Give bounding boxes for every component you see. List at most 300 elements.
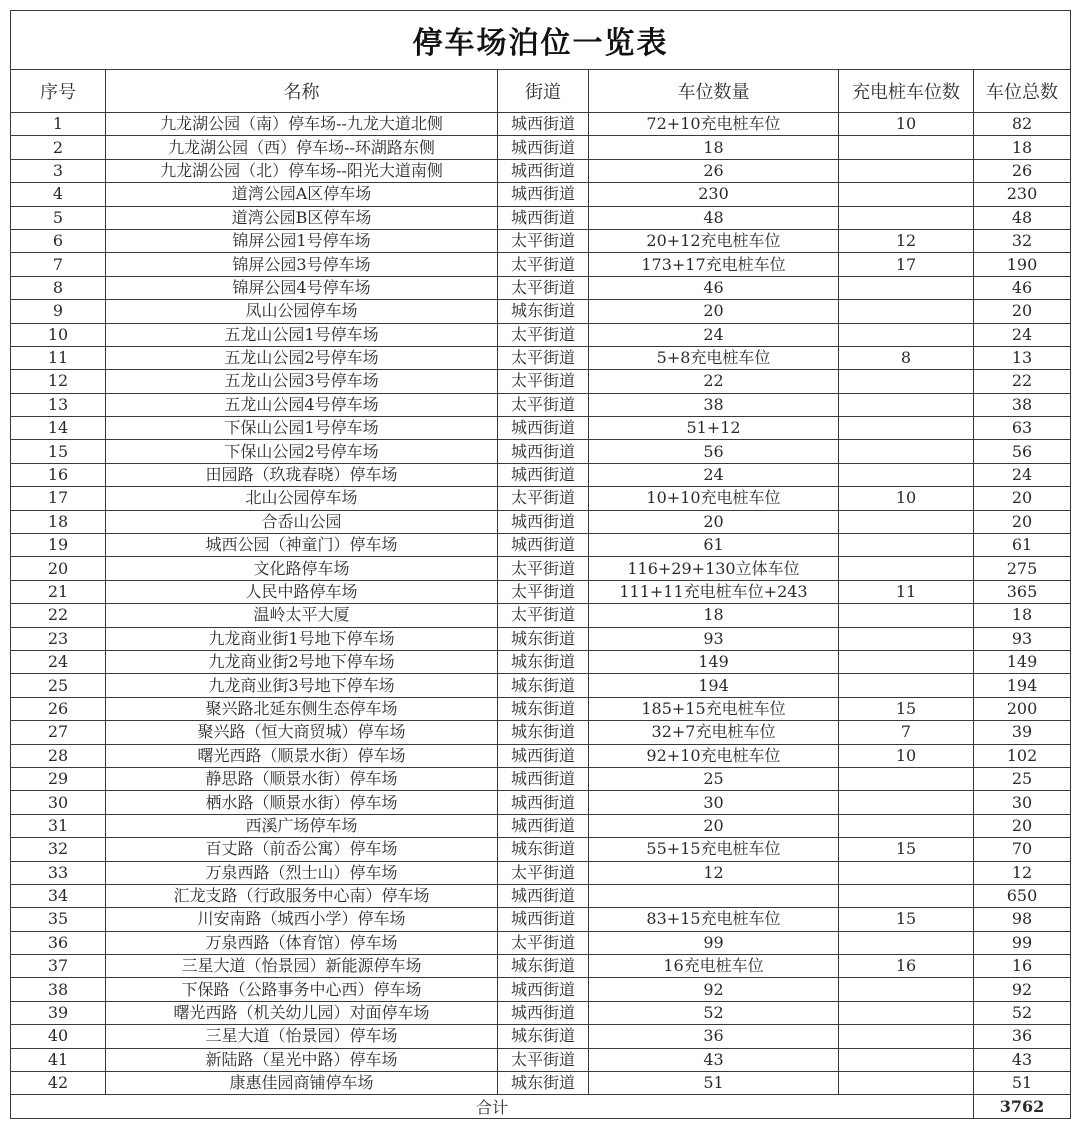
cell-street: 太平街道 (498, 323, 589, 346)
cell-charging-spaces (839, 1072, 974, 1095)
cell-name: 百丈路（前岙公寓）停车场 (106, 838, 498, 861)
cell-name: 康惠佳园商铺停车场 (106, 1072, 498, 1095)
cell-total-spaces: 20 (974, 487, 1071, 510)
cell-spaces: 185+15充电桩车位 (589, 697, 839, 720)
cell-spaces: 25 (589, 767, 839, 790)
cell-total-spaces: 30 (974, 791, 1071, 814)
table-row (11, 183, 1071, 206)
cell-street: 太平街道 (498, 1048, 589, 1071)
cell-street: 城西街道 (498, 814, 589, 837)
cell-total-spaces: 230 (974, 183, 1071, 206)
cell-name: 下保山公园2号停车场 (106, 440, 498, 463)
table-row (11, 113, 1071, 136)
cell-index: 21 (11, 580, 106, 603)
cell-charging-spaces: 10 (839, 744, 974, 767)
cell-name: 曙光西路（机关幼儿园）对面停车场 (106, 1001, 498, 1024)
total-value: 3762 (974, 1095, 1071, 1119)
cell-spaces: 5+8充电桩车位 (589, 346, 839, 369)
cell-index: 23 (11, 627, 106, 650)
cell-index: 5 (11, 206, 106, 229)
cell-index: 33 (11, 861, 106, 884)
table-row (11, 838, 1071, 861)
cell-spaces: 38 (589, 393, 839, 416)
cell-total-spaces: 13 (974, 346, 1071, 369)
table-row (11, 136, 1071, 159)
cell-charging-spaces: 16 (839, 955, 974, 978)
cell-spaces: 22 (589, 370, 839, 393)
cell-index: 41 (11, 1048, 106, 1071)
cell-index: 34 (11, 884, 106, 907)
cell-street: 太平街道 (498, 229, 589, 252)
table-row (11, 229, 1071, 252)
cell-charging-spaces (839, 884, 974, 907)
cell-spaces: 36 (589, 1025, 839, 1048)
cell-name: 九龙商业街2号地下停车场 (106, 650, 498, 673)
cell-street: 城东街道 (498, 1072, 589, 1095)
cell-charging-spaces (839, 136, 974, 159)
cell-total-spaces: 18 (974, 136, 1071, 159)
cell-spaces: 56 (589, 440, 839, 463)
header-charging-spaces: 充电桩车位数 (839, 70, 974, 113)
cell-street: 城西街道 (498, 1001, 589, 1024)
table-row (11, 908, 1071, 931)
header-row (11, 70, 1071, 113)
cell-name: 聚兴路（恒大商贸城）停车场 (106, 721, 498, 744)
cell-name: 下保路（公路事务中心西）停车场 (106, 978, 498, 1001)
cell-spaces: 173+17充电桩车位 (589, 253, 839, 276)
table-row (11, 557, 1071, 580)
cell-street: 太平街道 (498, 557, 589, 580)
cell-name: 九龙湖公园（西）停车场--环湖路东侧 (106, 136, 498, 159)
cell-street: 城东街道 (498, 697, 589, 720)
cell-spaces: 93 (589, 627, 839, 650)
cell-index: 36 (11, 931, 106, 954)
cell-total-spaces: 56 (974, 440, 1071, 463)
cell-name: 锦屏公园1号停车场 (106, 229, 498, 252)
cell-street: 城西街道 (498, 534, 589, 557)
cell-index: 3 (11, 159, 106, 182)
cell-street: 城西街道 (498, 978, 589, 1001)
table-title: 停车场泊位一览表 (11, 11, 1071, 70)
cell-index: 9 (11, 300, 106, 323)
cell-street: 城东街道 (498, 674, 589, 697)
table-row (11, 159, 1071, 182)
table-row (11, 370, 1071, 393)
cell-total-spaces: 82 (974, 113, 1071, 136)
cell-charging-spaces: 7 (839, 721, 974, 744)
cell-charging-spaces (839, 604, 974, 627)
cell-total-spaces: 38 (974, 393, 1071, 416)
cell-index: 15 (11, 440, 106, 463)
header-street: 街道 (498, 70, 589, 113)
cell-charging-spaces (839, 393, 974, 416)
cell-index: 25 (11, 674, 106, 697)
table-row (11, 440, 1071, 463)
cell-total-spaces: 25 (974, 767, 1071, 790)
cell-street: 城东街道 (498, 1025, 589, 1048)
cell-index: 17 (11, 487, 106, 510)
table-row (11, 417, 1071, 440)
cell-charging-spaces (839, 463, 974, 486)
cell-charging-spaces (839, 159, 974, 182)
cell-spaces: 194 (589, 674, 839, 697)
cell-name: 道湾公园A区停车场 (106, 183, 498, 206)
table-row (11, 884, 1071, 907)
cell-total-spaces: 61 (974, 534, 1071, 557)
table-row (11, 1025, 1071, 1048)
cell-street: 城东街道 (498, 627, 589, 650)
table-row (11, 346, 1071, 369)
cell-charging-spaces (839, 370, 974, 393)
cell-spaces: 111+11充电桩车位+243 (589, 580, 839, 603)
cell-total-spaces: 48 (974, 206, 1071, 229)
cell-charging-spaces: 15 (839, 908, 974, 931)
cell-spaces: 20 (589, 814, 839, 837)
cell-total-spaces: 194 (974, 674, 1071, 697)
cell-street: 城西街道 (498, 159, 589, 182)
cell-name: 合岙山公园 (106, 510, 498, 533)
cell-index: 12 (11, 370, 106, 393)
cell-name: 三星大道（怡景园）新能源停车场 (106, 955, 498, 978)
cell-charging-spaces (839, 650, 974, 673)
table-row (11, 510, 1071, 533)
cell-total-spaces: 190 (974, 253, 1071, 276)
cell-charging-spaces: 8 (839, 346, 974, 369)
cell-total-spaces: 200 (974, 697, 1071, 720)
cell-spaces: 26 (589, 159, 839, 182)
cell-index: 35 (11, 908, 106, 931)
table-row (11, 1048, 1071, 1071)
cell-spaces: 83+15充电桩车位 (589, 908, 839, 931)
cell-index: 31 (11, 814, 106, 837)
cell-street: 城东街道 (498, 721, 589, 744)
cell-name: 汇龙支路（行政服务中心南）停车场 (106, 884, 498, 907)
cell-charging-spaces (839, 534, 974, 557)
cell-charging-spaces (839, 1025, 974, 1048)
cell-charging-spaces (839, 674, 974, 697)
cell-name: 五龙山公园2号停车场 (106, 346, 498, 369)
table-row (11, 721, 1071, 744)
cell-total-spaces: 24 (974, 463, 1071, 486)
cell-name: 五龙山公园4号停车场 (106, 393, 498, 416)
cell-spaces: 18 (589, 136, 839, 159)
cell-name: 温岭太平大厦 (106, 604, 498, 627)
cell-spaces: 24 (589, 323, 839, 346)
cell-charging-spaces (839, 417, 974, 440)
cell-charging-spaces (839, 767, 974, 790)
cell-index: 37 (11, 955, 106, 978)
cell-charging-spaces: 10 (839, 487, 974, 510)
cell-total-spaces: 16 (974, 955, 1071, 978)
cell-charging-spaces (839, 276, 974, 299)
cell-street: 太平街道 (498, 580, 589, 603)
cell-total-spaces: 43 (974, 1048, 1071, 1071)
header-index: 序号 (11, 70, 106, 113)
cell-charging-spaces (839, 627, 974, 650)
cell-name: 凤山公园停车场 (106, 300, 498, 323)
cell-index: 13 (11, 393, 106, 416)
cell-total-spaces: 20 (974, 300, 1071, 323)
table-row (11, 814, 1071, 837)
cell-street: 太平街道 (498, 931, 589, 954)
cell-index: 40 (11, 1025, 106, 1048)
cell-spaces: 72+10充电桩车位 (589, 113, 839, 136)
cell-street: 城东街道 (498, 955, 589, 978)
cell-total-spaces: 52 (974, 1001, 1071, 1024)
cell-charging-spaces (839, 791, 974, 814)
cell-charging-spaces (839, 1001, 974, 1024)
cell-total-spaces: 12 (974, 861, 1071, 884)
cell-street: 太平街道 (498, 861, 589, 884)
table-row (11, 463, 1071, 486)
total-row (11, 1095, 1071, 1119)
cell-index: 22 (11, 604, 106, 627)
table-row (11, 487, 1071, 510)
cell-total-spaces: 93 (974, 627, 1071, 650)
cell-charging-spaces: 10 (839, 113, 974, 136)
cell-street: 城西街道 (498, 510, 589, 533)
cell-spaces: 32+7充电桩车位 (589, 721, 839, 744)
cell-name: 万泉西路（烈士山）停车场 (106, 861, 498, 884)
cell-index: 14 (11, 417, 106, 440)
cell-total-spaces: 92 (974, 978, 1071, 1001)
cell-street: 太平街道 (498, 604, 589, 627)
header-spaces: 车位数量 (589, 70, 839, 113)
cell-street: 太平街道 (498, 370, 589, 393)
cell-spaces: 48 (589, 206, 839, 229)
cell-name: 锦屏公园3号停车场 (106, 253, 498, 276)
cell-spaces: 55+15充电桩车位 (589, 838, 839, 861)
cell-spaces: 24 (589, 463, 839, 486)
cell-name: 栖水路（顺景水街）停车场 (106, 791, 498, 814)
cell-index: 10 (11, 323, 106, 346)
cell-street: 城西街道 (498, 206, 589, 229)
cell-street: 城东街道 (498, 650, 589, 673)
table-row (11, 206, 1071, 229)
cell-spaces: 46 (589, 276, 839, 299)
cell-index: 2 (11, 136, 106, 159)
cell-index: 27 (11, 721, 106, 744)
cell-spaces: 99 (589, 931, 839, 954)
cell-total-spaces: 18 (974, 604, 1071, 627)
cell-name: 新陆路（星光中路）停车场 (106, 1048, 498, 1071)
cell-charging-spaces (839, 814, 974, 837)
cell-spaces: 10+10充电桩车位 (589, 487, 839, 510)
table-row (11, 674, 1071, 697)
cell-name: 五龙山公园1号停车场 (106, 323, 498, 346)
cell-charging-spaces (839, 861, 974, 884)
cell-street: 城西街道 (498, 417, 589, 440)
cell-total-spaces: 70 (974, 838, 1071, 861)
table-row (11, 978, 1071, 1001)
cell-total-spaces: 102 (974, 744, 1071, 767)
cell-total-spaces: 149 (974, 650, 1071, 673)
cell-spaces: 92+10充电桩车位 (589, 744, 839, 767)
cell-index: 20 (11, 557, 106, 580)
cell-name: 文化路停车场 (106, 557, 498, 580)
table-row (11, 323, 1071, 346)
table-row (11, 931, 1071, 954)
cell-index: 26 (11, 697, 106, 720)
cell-name: 西溪广场停车场 (106, 814, 498, 837)
cell-street: 城西街道 (498, 183, 589, 206)
table-row (11, 791, 1071, 814)
cell-index: 6 (11, 229, 106, 252)
cell-street: 城西街道 (498, 791, 589, 814)
table-row (11, 604, 1071, 627)
cell-spaces: 30 (589, 791, 839, 814)
cell-name: 聚兴路北延东侧生态停车场 (106, 697, 498, 720)
cell-charging-spaces: 12 (839, 229, 974, 252)
cell-spaces: 43 (589, 1048, 839, 1071)
cell-street: 太平街道 (498, 346, 589, 369)
cell-name: 道湾公园B区停车场 (106, 206, 498, 229)
cell-total-spaces: 24 (974, 323, 1071, 346)
cell-total-spaces: 20 (974, 510, 1071, 533)
cell-spaces: 20 (589, 510, 839, 533)
cell-index: 28 (11, 744, 106, 767)
cell-charging-spaces (839, 557, 974, 580)
cell-spaces (589, 884, 839, 907)
cell-total-spaces: 32 (974, 229, 1071, 252)
cell-charging-spaces (839, 206, 974, 229)
table-row (11, 580, 1071, 603)
cell-spaces: 52 (589, 1001, 839, 1024)
cell-spaces: 20 (589, 300, 839, 323)
cell-spaces: 18 (589, 604, 839, 627)
cell-index: 42 (11, 1072, 106, 1095)
cell-charging-spaces (839, 323, 974, 346)
cell-charging-spaces (839, 300, 974, 323)
cell-charging-spaces: 15 (839, 838, 974, 861)
table-row (11, 955, 1071, 978)
cell-total-spaces: 36 (974, 1025, 1071, 1048)
cell-total-spaces: 39 (974, 721, 1071, 744)
cell-total-spaces: 51 (974, 1072, 1071, 1095)
cell-spaces: 116+29+130立体车位 (589, 557, 839, 580)
cell-street: 城西街道 (498, 884, 589, 907)
cell-index: 39 (11, 1001, 106, 1024)
cell-street: 城东街道 (498, 300, 589, 323)
parking-table (10, 10, 1071, 1119)
table-row (11, 276, 1071, 299)
table-row (11, 534, 1071, 557)
table-row (11, 393, 1071, 416)
cell-street: 太平街道 (498, 276, 589, 299)
cell-name: 三星大道（怡景园）停车场 (106, 1025, 498, 1048)
cell-charging-spaces (839, 440, 974, 463)
cell-name: 静思路（顺景水街）停车场 (106, 767, 498, 790)
cell-street: 太平街道 (498, 253, 589, 276)
cell-charging-spaces (839, 1048, 974, 1071)
cell-spaces: 92 (589, 978, 839, 1001)
cell-charging-spaces (839, 978, 974, 1001)
cell-name: 五龙山公园3号停车场 (106, 370, 498, 393)
header-total-spaces: 车位总数 (974, 70, 1071, 113)
cell-index: 8 (11, 276, 106, 299)
cell-spaces: 61 (589, 534, 839, 557)
table-row (11, 861, 1071, 884)
cell-street: 城西街道 (498, 767, 589, 790)
table-row (11, 253, 1071, 276)
cell-street: 太平街道 (498, 487, 589, 510)
cell-street: 城西街道 (498, 136, 589, 159)
cell-total-spaces: 20 (974, 814, 1071, 837)
cell-name: 下保山公园1号停车场 (106, 417, 498, 440)
header-name: 名称 (106, 70, 498, 113)
cell-name: 曙光西路（顺景水街）停车场 (106, 744, 498, 767)
cell-charging-spaces: 17 (839, 253, 974, 276)
cell-index: 30 (11, 791, 106, 814)
cell-name: 人民中路停车场 (106, 580, 498, 603)
cell-name: 川安南路（城西小学）停车场 (106, 908, 498, 931)
cell-index: 4 (11, 183, 106, 206)
cell-total-spaces: 26 (974, 159, 1071, 182)
cell-name: 北山公园停车场 (106, 487, 498, 510)
cell-name: 万泉西路（体育馆）停车场 (106, 931, 498, 954)
cell-name: 九龙湖公园（北）停车场--阳光大道南侧 (106, 159, 498, 182)
cell-total-spaces: 99 (974, 931, 1071, 954)
cell-spaces: 149 (589, 650, 839, 673)
cell-street: 城西街道 (498, 440, 589, 463)
cell-street: 城西街道 (498, 744, 589, 767)
cell-total-spaces: 63 (974, 417, 1071, 440)
cell-index: 18 (11, 510, 106, 533)
cell-index: 16 (11, 463, 106, 486)
cell-charging-spaces (839, 931, 974, 954)
cell-spaces: 12 (589, 861, 839, 884)
cell-total-spaces: 46 (974, 276, 1071, 299)
cell-spaces: 51+12 (589, 417, 839, 440)
cell-name: 锦屏公园4号停车场 (106, 276, 498, 299)
table-row (11, 650, 1071, 673)
cell-total-spaces: 365 (974, 580, 1071, 603)
cell-street: 太平街道 (498, 393, 589, 416)
table-row (11, 1072, 1071, 1095)
cell-index: 19 (11, 534, 106, 557)
cell-total-spaces: 98 (974, 908, 1071, 931)
cell-spaces: 230 (589, 183, 839, 206)
cell-total-spaces: 275 (974, 557, 1071, 580)
cell-index: 29 (11, 767, 106, 790)
cell-total-spaces: 22 (974, 370, 1071, 393)
table-row (11, 300, 1071, 323)
cell-index: 24 (11, 650, 106, 673)
cell-street: 城西街道 (498, 463, 589, 486)
table-row (11, 767, 1071, 790)
cell-index: 32 (11, 838, 106, 861)
cell-total-spaces: 650 (974, 884, 1071, 907)
cell-spaces: 16充电桩车位 (589, 955, 839, 978)
cell-index: 38 (11, 978, 106, 1001)
cell-name: 九龙商业街1号地下停车场 (106, 627, 498, 650)
cell-index: 1 (11, 113, 106, 136)
table-row (11, 1001, 1071, 1024)
cell-charging-spaces: 15 (839, 697, 974, 720)
cell-name: 城西公园（神童门）停车场 (106, 534, 498, 557)
table-row (11, 697, 1071, 720)
cell-index: 11 (11, 346, 106, 369)
cell-name: 九龙商业街3号地下停车场 (106, 674, 498, 697)
total-label: 合计 (11, 1095, 974, 1119)
cell-name: 田园路（玖珑春晓）停车场 (106, 463, 498, 486)
table-row (11, 627, 1071, 650)
cell-charging-spaces (839, 183, 974, 206)
cell-spaces: 20+12充电桩车位 (589, 229, 839, 252)
cell-street: 城西街道 (498, 908, 589, 931)
cell-index: 7 (11, 253, 106, 276)
table-row (11, 744, 1071, 767)
